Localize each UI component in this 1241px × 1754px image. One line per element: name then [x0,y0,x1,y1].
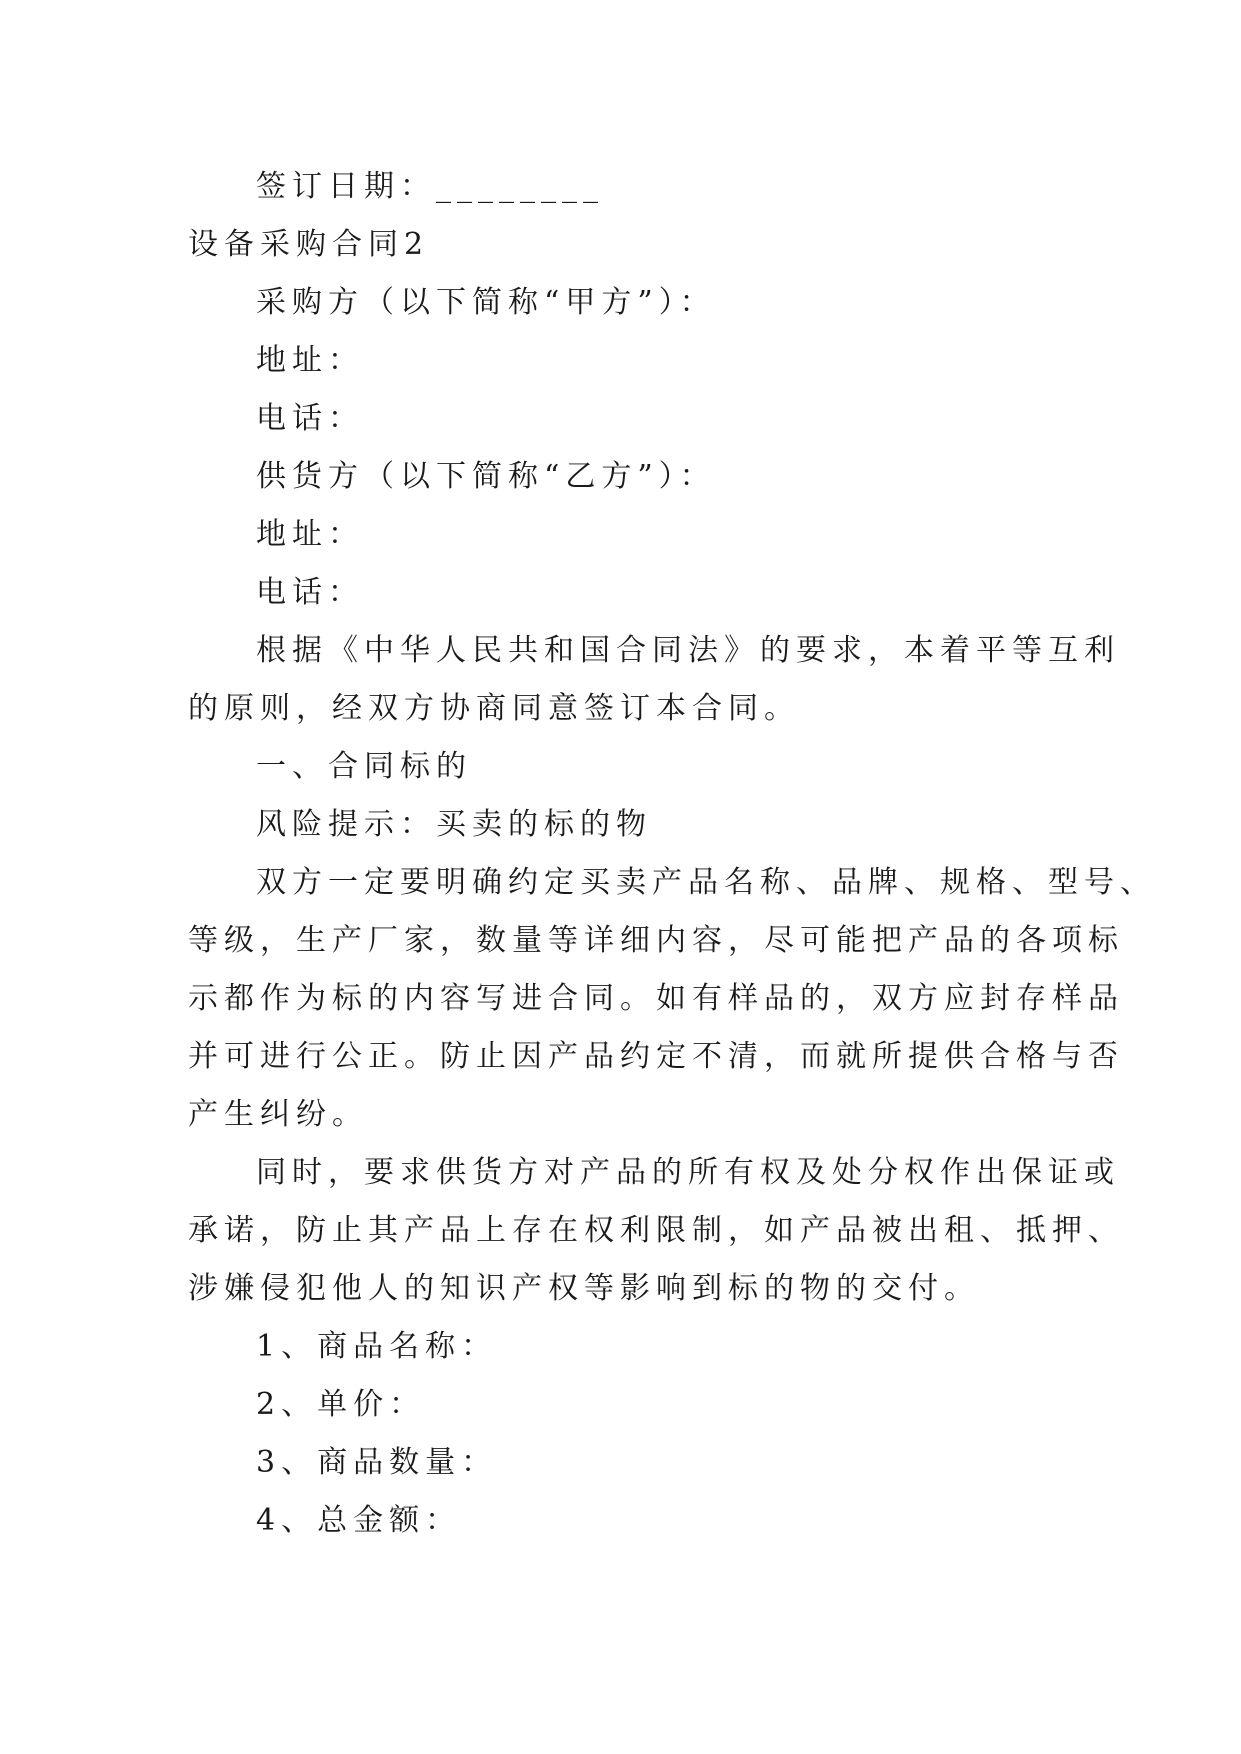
buyer-label: 采购方（以下简称“甲方”）： [256,285,716,320]
list-item: 3、商品数量： [256,1445,498,1480]
sign-date-line: 签订日期：________ [256,169,604,204]
item-list [188,1318,1058,1550]
paragraph-line: 涉嫌侵犯他人的知识产权等影响到标的物的交付。 [188,1271,980,1306]
supplier-label: 供货方（以下简称“乙方”）： [256,459,716,494]
paragraph-line: 承诺，防止其产品上存在权利限制，如产品被出租、抵押、 [188,1213,1124,1248]
paragraph-line: 并可进行公正。防止因产品约定不清，而就所提供合格与否 [188,1039,1124,1074]
list-item: 1、商品名称： [256,1329,498,1364]
paragraph-line: 双方一定要明确约定买卖产品名称、品牌、规格、型号、 [256,865,1156,900]
preamble-line: 根据《中华人民共和国合同法》的要求，本着平等互利 [256,633,1120,668]
buyer-address-label: 地址： [256,343,364,378]
paragraph-line: 示都作为标的内容写进合同。如有样品的，双方应封存样品 [188,981,1124,1016]
supplier-phone-label: 电话： [256,575,364,610]
list-item: 2、单价： [256,1387,426,1422]
paragraph-line: 产生纠纷。 [188,1097,368,1132]
contract-title: 设备采购合同2 [188,227,430,262]
risk-tip-heading: 风险提示：买卖的标的物 [256,807,652,842]
supplier-address-label: 地址： [256,517,364,552]
preamble-line: 的原则，经双方协商同意签订本合同。 [188,691,800,726]
paragraph-line: 同时，要求供货方对产品的所有权及处分权作出保证或 [256,1155,1120,1190]
risk-paragraph-1 [188,854,1156,1144]
paragraph-line: 等级，生产厂家，数量等详细内容，尽可能把产品的各项标 [188,923,1124,958]
document-body [188,158,1156,1550]
buyer-phone-label: 电话： [256,401,364,436]
section-heading: 一、合同标的 [256,749,472,784]
preamble-paragraph [188,622,1120,738]
risk-paragraph-2 [188,1144,1124,1318]
list-item: 4、总金额： [256,1503,462,1538]
